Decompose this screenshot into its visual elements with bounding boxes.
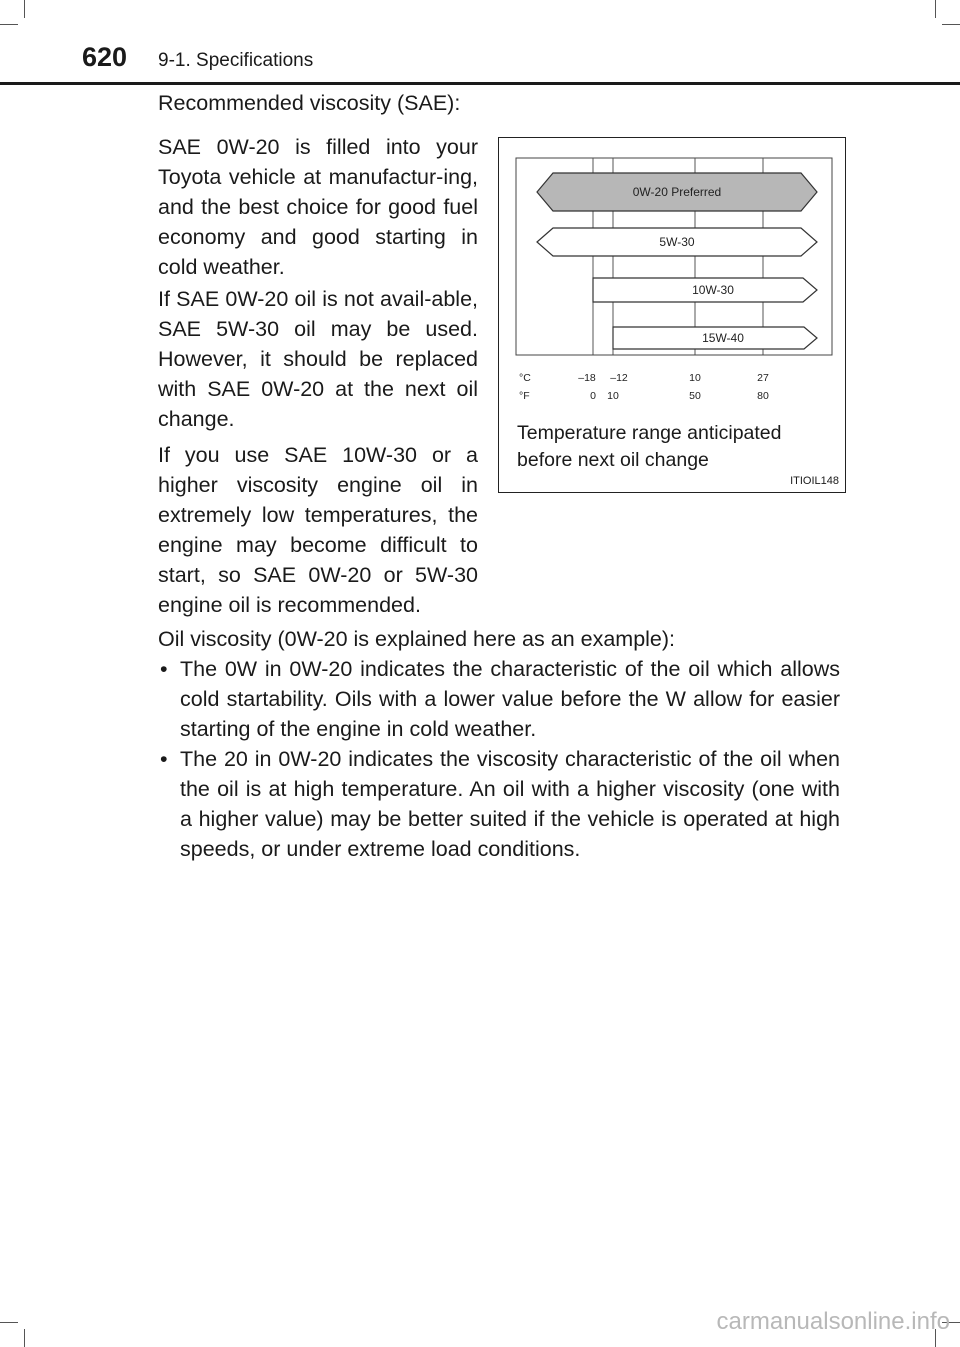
crop-mark	[24, 1329, 25, 1347]
bullet-text: The 20 in 0W-20 indicates the viscosity characteristic of the oil when the oil is at high temperature. An oil with a higher viscosity (one with a higher value) may be better suited if the vehicle is operated at high speeds, or under extreme load conditions.	[180, 747, 840, 861]
figure-caption	[517, 420, 782, 474]
celsius-tick-label: 27	[757, 372, 769, 384]
celsius-unit-label: °C	[519, 372, 531, 384]
crop-mark	[942, 24, 960, 25]
bullet-item	[158, 654, 840, 744]
viscosity-grade-label: 5W-30	[659, 235, 695, 249]
page-number: 620	[82, 42, 128, 72]
paragraph-alternative-oil: If SAE 0W-20 oil is not avail-able, SAE 5W-30 oil may be used. However, it should be replaced with SAE 0W-20 at the next oil change.	[158, 287, 478, 431]
paragraph-cold-start-warning: If you use SAE 10W-30 or a higher viscosity engine oil in extremely low temperatures, the engine may become difficult to start, so SAE 0W-20 or 5W-30 engine oil is recommended.	[158, 443, 478, 617]
crop-mark	[0, 24, 18, 25]
crop-mark	[24, 0, 25, 18]
bullet-dot: •	[160, 747, 168, 771]
section-title: 9-1. Specifications	[158, 50, 314, 71]
viscosity-range-diagram	[499, 138, 844, 418]
caption-line: Temperature range anticipated	[517, 422, 782, 444]
fahrenheit-unit-label: °F	[519, 390, 530, 402]
celsius-tick-label: 10	[689, 372, 701, 384]
viscosity-grade-label: 10W-30	[692, 283, 734, 297]
figure-code: ITIOIL148	[790, 475, 839, 487]
fahrenheit-tick-label: 0	[590, 390, 596, 402]
viscosity-figure	[498, 137, 846, 493]
bullet-dot: •	[160, 657, 168, 681]
watermark: carmanualsonline.info	[716, 1308, 950, 1335]
lead-heading: Recommended viscosity (SAE):	[158, 91, 461, 115]
header-divider	[0, 82, 960, 85]
celsius-tick-label: –18	[578, 372, 596, 384]
celsius-tick-label: –12	[610, 372, 628, 384]
bullets-intro: Oil viscosity (0W-20 is explained here as an example):	[158, 627, 676, 651]
fahrenheit-tick-label: 50	[689, 390, 701, 402]
crop-mark	[935, 0, 936, 18]
viscosity-grade-label: 15W-40	[702, 331, 744, 345]
fahrenheit-tick-label: 10	[607, 390, 619, 402]
crop-mark	[0, 1322, 18, 1323]
fahrenheit-tick-label: 80	[757, 390, 769, 402]
caption-line: before next oil change	[517, 449, 709, 471]
bullet-item	[158, 744, 840, 864]
bullet-text: The 0W in 0W-20 indicates the characteristic of the oil which allows cold startability. Oils with a lower value before the W allow for easier starting of the engine in cold weather.	[180, 657, 840, 741]
bullet-section	[158, 624, 840, 864]
viscosity-grade-label: 0W-20 Preferred	[632, 185, 722, 199]
paragraph-factory-fill: SAE 0W-20 is filled into your Toyota vehicle at manufactur-ing, and the best choice for good fuel economy and good starting in cold weather.	[158, 135, 478, 279]
